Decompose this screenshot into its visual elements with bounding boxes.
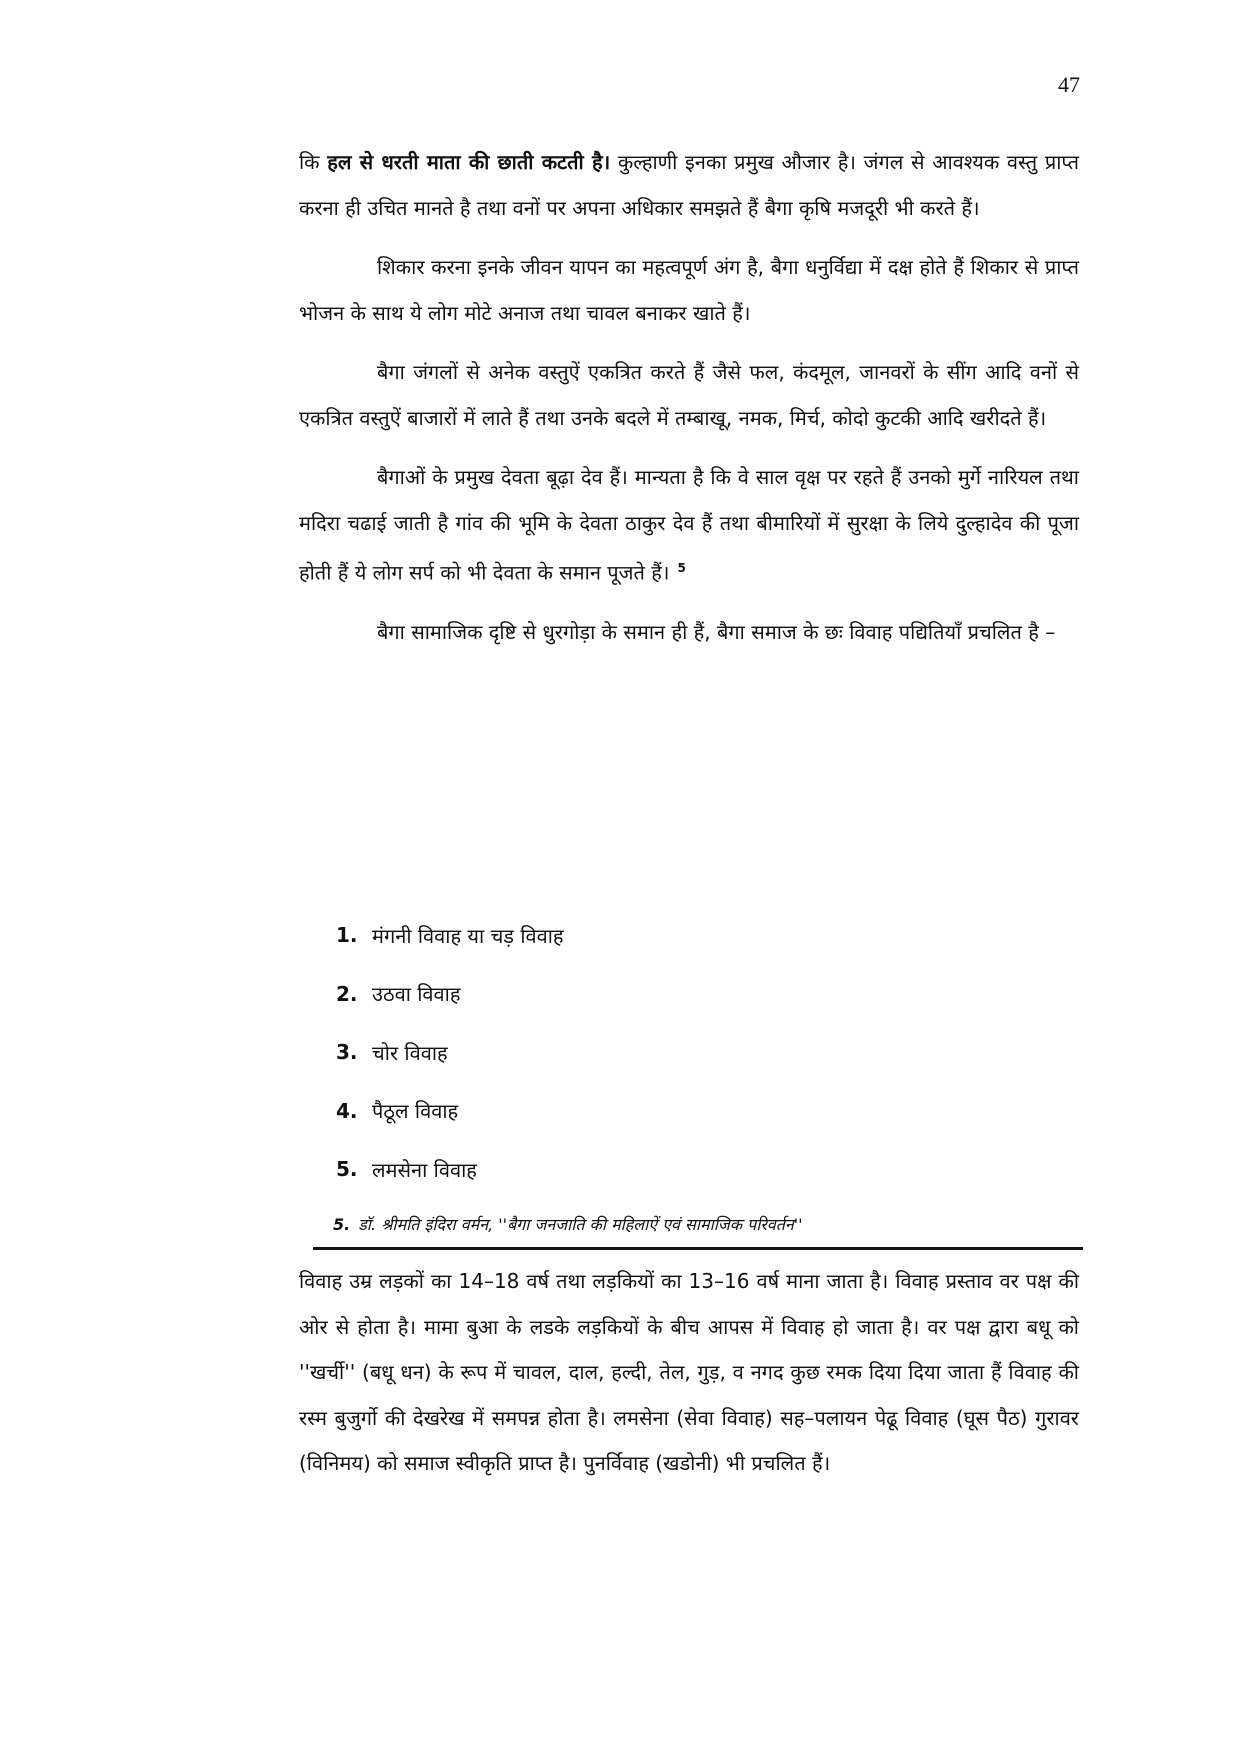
paragraph-marriage-customs: विवाह उम्र लड़कों का 14–18 वर्ष तथा लड़कियों का 13–16 वर्ष माना जाता है। विवाह प्रस्ताव वर पक्ष की ओर से होता है। मामा बुआ के लडके लड़कियों के बीच आपस में विवाह हो जाता है। वर पक्ष द्वारा बधू को ''खर्ची'' (बधू धन) के रूप में चावल, दाल, हल्दी, तेल, गुड़, व नगद कुछ रमक दिया दिया जाता हैं विवाह की रस्म बुजुर्गो की देखरेख में समपन्न होता है। लमसेना (सेवा विवाह) सह–पलायन पेढू विवाह (घूस पैठ) गुरावर (विनिमय) को समाज स्वीकृति प्राप्त है। पुनर्विवाह (खडोनी) भी प्रचलित हैं। [299, 1269, 1079, 1475]
list-item-number: 1. [336, 923, 358, 948]
paragraph-deity [299, 455, 1079, 596]
list-item [336, 1082, 564, 1141]
main-text-lower [299, 1259, 1079, 1487]
marriage-types-list [336, 906, 564, 1199]
footnote-number: 5. [333, 1215, 351, 1234]
list-item [336, 1023, 564, 1082]
deity-text: बैगाओं के प्रमुख देवता बूढ़ा देव हैं। मान्यता है कि वे साल वृक्ष पर रहते हैं उनको मुर्गे नारियल तथा मदिरा चढाई जाती है गांव की भूमि के देवता ठाकुर देव हैं तथा बीमारियों में सुरक्षा के लिये दुल्हादेव की पूजा होती हैं ये लोग सर्प को भी देवता के समान पूजते हैं। [299, 465, 1079, 585]
main-text-upper [299, 140, 1079, 656]
list-item-number: 2. [336, 981, 358, 1006]
paragraph-social: बैगा सामाजिक दृष्टि से धुरगोड़ा के समान ही हैं, बैगा समाज के छः विवाह पद्यितियाँ प्रचलित है – [377, 620, 1056, 645]
plough-bold-phrase: हल से धरती माता की छाती कटती है। [327, 150, 611, 174]
list-item [336, 1140, 564, 1199]
footnote-text: डॉ. श्रीमति इंदिरा वर्मन, ''बैगा जनजाति की महिलाऐं एवं सामाजिक परिवर्तन'' [358, 1215, 803, 1234]
list-item-text: उठवा विवाह [372, 982, 461, 1007]
footnote-ref: 5 [677, 561, 686, 575]
list-item-number: 3. [336, 1040, 358, 1065]
list-item-text: मंगनी विवाह या चड़ विवाह [372, 923, 564, 948]
footnote [333, 1213, 803, 1235]
list-item-number: 4. [336, 1098, 358, 1123]
paragraph-forest-goods: बैगा जंगलों से अनेक वस्तुऐं एकत्रित करते हैं जैसे फल, कंदमूल, जानवरों के सींग आदि वनों से एकत्रित वस्तुऐं बाजारों में लाते हैं तथा उनके बदले में तम्बाखू, नमक, मिर्च, कोदो कुटकी आदि खरीदते हैं। [299, 360, 1079, 430]
paragraph-plough [299, 140, 1079, 231]
list-item-text: चोर विवाह [372, 1040, 448, 1065]
footnote-divider [313, 1247, 1083, 1250]
plough-rest: कुल्हाणी इनका प्रमुख औजार है। जंगल से आवश्यक वस्तु प्राप्त करना ही उचित मानते है तथा वनों पर अपना अधिकार समझते हैं बैगा कृषि मजदूरी भी करते हैं। [299, 150, 1079, 220]
list-item-text: पैठूल विवाह [372, 1099, 459, 1124]
page-number: 47 [1058, 72, 1080, 97]
list-item-text: लमसेना विवाह [372, 1157, 477, 1182]
list-item-number: 5. [336, 1157, 358, 1182]
list-item [336, 906, 564, 965]
paragraph-hunting: शिकार करना इनके जीवन यापन का महत्वपूर्ण अंग है, बैगा धनुर्विद्या में दक्ष होते हैं शिकार से प्राप्त भोजन के साथ ये लोग मोटे अनाज तथा चावल बनाकर खाते हैं। [299, 255, 1079, 325]
list-item [336, 965, 564, 1024]
plough-lead: कि [299, 150, 328, 174]
